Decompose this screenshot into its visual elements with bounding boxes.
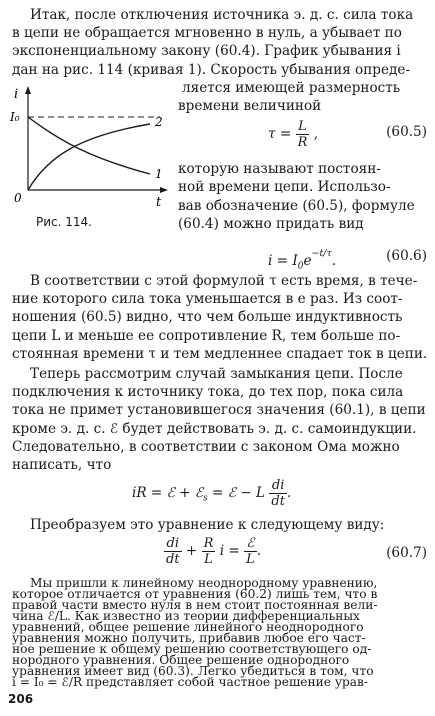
x-axis-arrow [160, 187, 168, 193]
text-line: экспоненциальному закону (60.4). График убывания i [12, 43, 401, 60]
eq-numerator: L [296, 119, 310, 135]
paragraph-intro [12, 6, 428, 24]
text-line: ние которого сила тока уменьшается в e раз. Из соот- [12, 291, 403, 307]
paragraph-nonhomogeneous-final [12, 622, 428, 688]
text-line: дан на рис. 114 (кривая 1). Скорость убывания опреде- [12, 61, 411, 78]
equation-number: (60.7) [386, 545, 427, 561]
eq-denominator: L [246, 552, 255, 567]
paragraph-transform [12, 516, 428, 534]
text-line: в цепи не обращается мгновенно в нуль, а убывает по [12, 25, 402, 41]
eq-fraction [296, 119, 310, 150]
equation-60-6 [0, 237, 435, 277]
text-line: правой части вместо нуля в нем стоит постоянная вели- [12, 598, 378, 612]
text-line: Преобразуем это уравнение к следующему виду: [30, 517, 385, 533]
eq-subscript: 0 [297, 261, 304, 272]
text-line: ляется имеющей размерность [182, 80, 401, 96]
text-line: Итак, после отключения источника э. д. с. сила тока [30, 7, 414, 23]
text-line: (60.4) можно придать вид [178, 215, 364, 232]
text-line: подключения к источнику тока, до тех пор, пока сила [12, 384, 404, 400]
eq-fraction [244, 536, 257, 567]
text-line: ное решение к общему решению соответствующего од- [12, 642, 372, 656]
eq-base: e [303, 253, 312, 269]
text-line: уравнения можно получить, прибавив любое его част- [12, 631, 366, 645]
text-line: тока не примет установившегося значения (60.1), в цепи [12, 402, 426, 419]
text-line: В соответствии с этой формулой τ есть время, в тече- [30, 273, 418, 289]
text-line: уравнений, общее решение линейного неоднородного [12, 620, 364, 634]
equation-ohm-law [0, 474, 435, 514]
eq-tail: . [331, 253, 337, 269]
text-line: Мы пришли к линейному неоднородному уравнению, [30, 576, 378, 590]
equation-number: (60.6) [386, 248, 427, 264]
eq-denominator: R [297, 135, 308, 150]
eq-tail: . [256, 543, 262, 559]
paragraph-closing-circuit [12, 365, 428, 383]
x-axis-label: t [156, 195, 162, 208]
eq-subscript: s [203, 493, 208, 504]
figure-114-graph [10, 86, 170, 208]
I0-label: I₀ [10, 110, 20, 124]
paragraph-nonhomogeneous-cont [12, 589, 428, 622]
text-line: нородного уравнения. Общее решение однородного [12, 653, 350, 667]
text-line: кроме э. д. с. ℰ будет действовать э. д. с. самоиндукции. [12, 420, 417, 437]
text-line: ношения (60.5) видно, что чем больше индуктивность [12, 309, 403, 326]
curve-2-label: 2 [155, 115, 163, 129]
eq-numerator: R [203, 536, 214, 551]
eq-denominator: L [204, 552, 213, 567]
paragraph-closing-circuit-cont [12, 383, 428, 474]
text-line: чина ℰ/L. Как известно из теории дифференциальных [12, 609, 360, 623]
text-line: времени величиной [178, 98, 322, 115]
eq-fraction [202, 536, 216, 567]
text-line: написать, что [12, 457, 112, 474]
text-line: вав обозначение (60.5), формуле [178, 197, 415, 214]
eq-mid: = ℰ − L [207, 485, 266, 501]
paragraph-time-constant-cont [12, 290, 428, 363]
curve-2-growth [28, 124, 150, 190]
paragraph-time-constant [12, 272, 428, 290]
curve-1-label: 1 [155, 167, 163, 181]
eq-denominator: dt [166, 552, 180, 567]
text-line: ной времени цепи. Использо- [178, 179, 391, 196]
equation-60-7 [0, 534, 435, 574]
eq-fraction [269, 478, 287, 509]
eq-exponent: −t/τ [311, 248, 332, 259]
eq-numerator: di [164, 536, 182, 552]
eq-lhs: iR = ℰ + ℰ [132, 485, 204, 501]
text-line: стоянная времени τ и тем медленнее спадает ток в цепи. [12, 345, 428, 362]
side-text-top [178, 79, 428, 116]
page-number: 206 [8, 692, 34, 706]
text-line: которую называют постоян- [178, 161, 381, 177]
text-line: Теперь рассмотрим случай замыкания цепи. После [30, 366, 403, 382]
origin-label: 0 [14, 191, 22, 205]
text-line: цепи L и меньше ее сопротивление R, тем больше по- [12, 327, 401, 344]
eq-fraction [164, 536, 182, 567]
equation-number: (60.5) [386, 124, 427, 140]
side-text-bottom [178, 160, 428, 233]
eq-lhs: i = I [268, 253, 298, 269]
curve-1-decay [28, 117, 150, 174]
text-line: уравнения имеет вид (60.3). Легко убедиться в том, что [12, 664, 374, 678]
text-line: Следовательно, в соответствии с законом Ома можно [12, 438, 400, 455]
figure-caption: Рис. 114. [36, 215, 92, 229]
paragraph-intro-cont [12, 24, 428, 79]
text-line: которое отличается от уравнения (60.2) лишь тем, что в [12, 587, 378, 601]
eq-numerator: di [269, 478, 287, 494]
eq-denominator: dt [271, 494, 285, 509]
eq-tail: , [313, 126, 319, 142]
y-axis-label: i [14, 87, 19, 102]
eq-lhs: τ = [268, 126, 292, 142]
eq-plus: + [185, 543, 198, 559]
y-axis-arrow [25, 86, 31, 94]
eq-numerator: ℰ [244, 536, 257, 552]
eq-mid: i = [215, 543, 240, 559]
text-line: i = I₀ = ℰ/R представляет собой частное решение урав- [12, 675, 369, 689]
eq-tail: . [286, 485, 292, 501]
